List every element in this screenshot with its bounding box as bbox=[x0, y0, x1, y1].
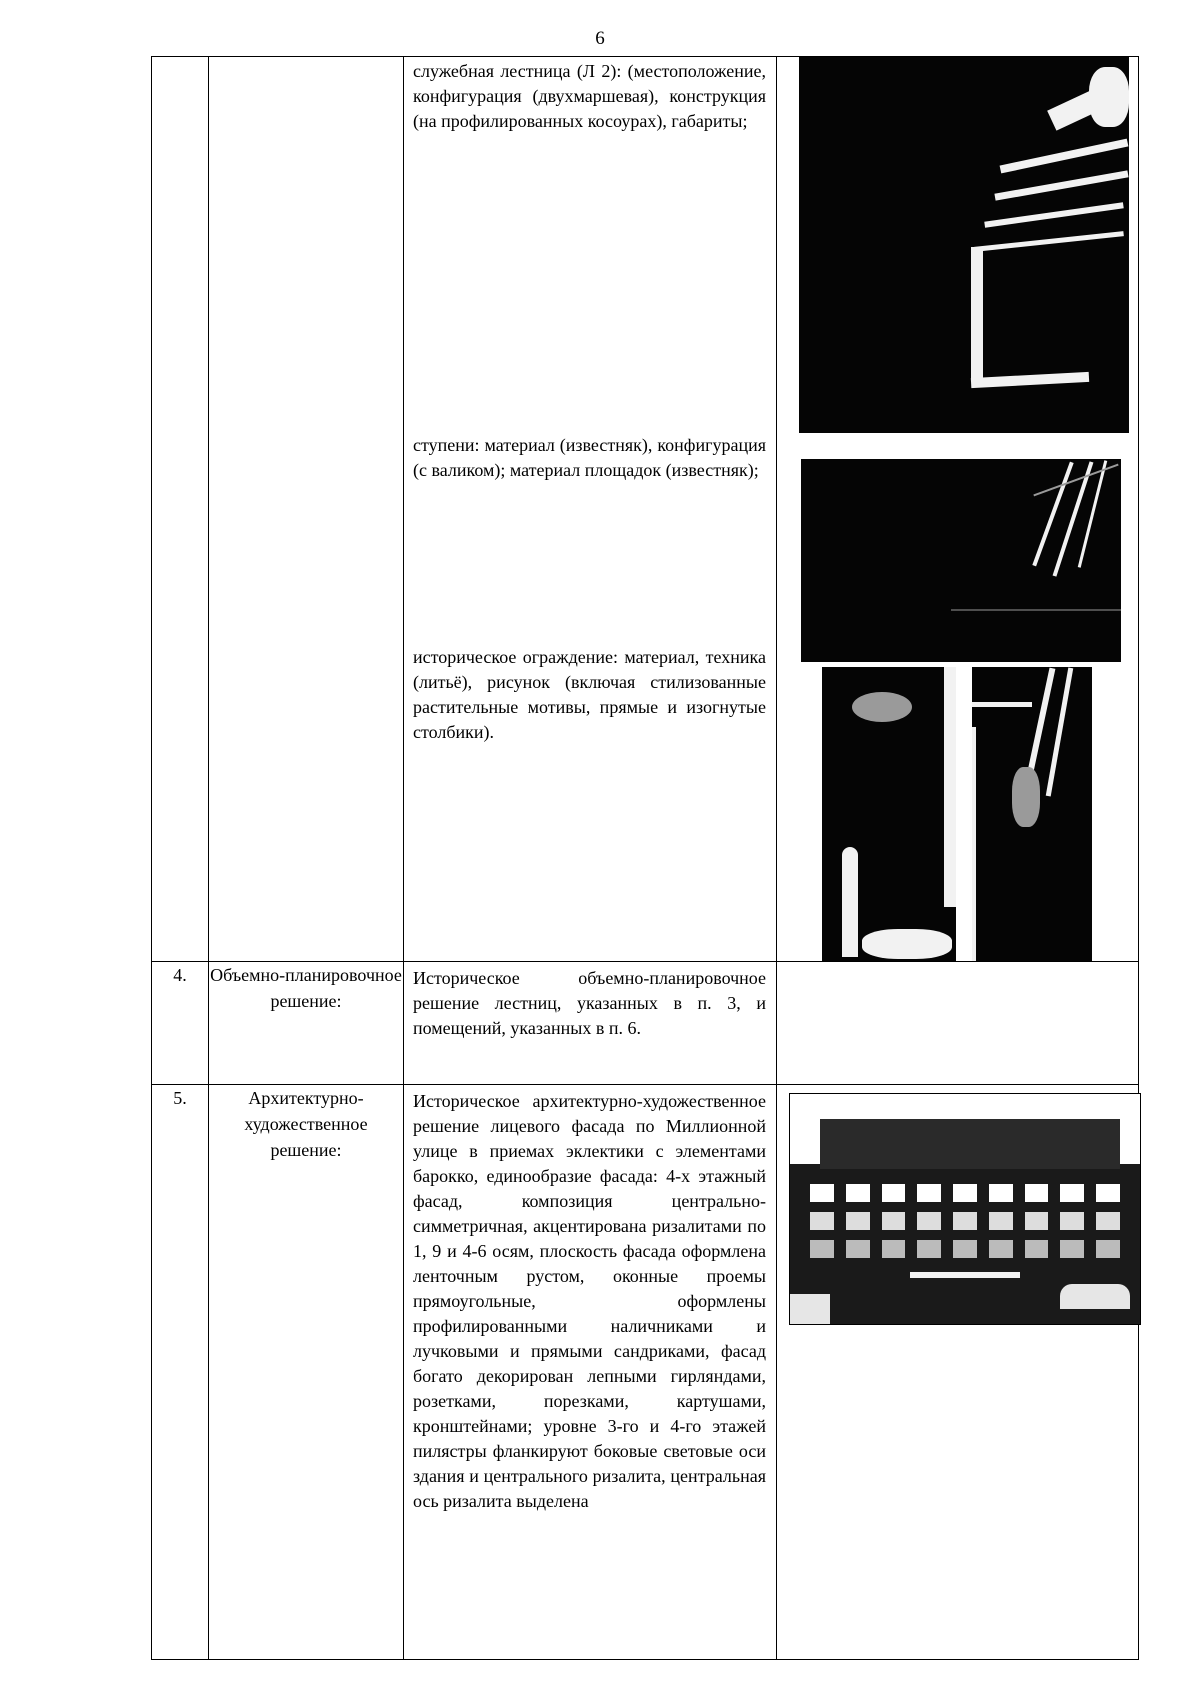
railing-text: историческое ограждение: материал, техника (литьё), рисунок (включая стилизованные растительные мотивы, прямые и изогнутые столбики). bbox=[413, 647, 766, 742]
row4-desc: Историческое объемно-планировочное решение лестниц, указанных в п. 3, и помещений, указанных в п. 6. bbox=[413, 968, 766, 1038]
row3-num-cell bbox=[152, 57, 209, 962]
row4-name-text: Объемно-планировочное решение: bbox=[210, 965, 402, 1011]
row3-name-cell bbox=[209, 57, 404, 962]
row4-num: 4. bbox=[152, 962, 209, 1085]
table-row-4 bbox=[152, 962, 1139, 1085]
steps-photo bbox=[801, 459, 1121, 662]
facade-photo bbox=[789, 1093, 1141, 1325]
table-row-5 bbox=[152, 1085, 1139, 1660]
row5-desc-cell bbox=[404, 1085, 777, 1660]
row4-name bbox=[209, 962, 404, 1085]
protected-features-table bbox=[151, 56, 1139, 1660]
steps-text: ступени: материал (известняк), конфигурация (с валиком); материал площадок (известняк); bbox=[413, 435, 766, 480]
row4-desc-cell bbox=[404, 962, 777, 1085]
row3-desc-cell bbox=[404, 57, 777, 962]
railing-photo-left bbox=[822, 667, 956, 961]
row5-desc: Историческое архитектурно-художественное решение лицевого фасада по Миллионной улице в приемах эклектики с элементами барокко, единообразие фасада: 4-х этажный фасад, композиция центрально-симметричная, акцентирована ризалитами по 1, 9 и 4-6 осям, плоскость фасада оформлена ленточным рустом, оконные проемы прямоугольные, оформлены профилированными наличниками и лучковыми и прямыми сандриками, фасад богато декорирован лепными гирляндами, розетками, порезками, картушами, кронштейнами; уровне 3-го и 4-го этажей пилястры фланкируют боковые световые оси здания и центрального ризалита, центральная ось ризалита выделена bbox=[413, 1091, 766, 1511]
row5-name-text: Архитектурно-художественное решение: bbox=[244, 1088, 368, 1160]
row5-photo-cell bbox=[777, 1085, 1139, 1660]
row3-photo-cell bbox=[777, 57, 1139, 962]
row5-name bbox=[209, 1085, 404, 1660]
row4-photo-cell bbox=[777, 962, 1139, 1085]
service-stair-text: служебная лестница (Л 2): (местоположение, конфигурация (двухмаршевая), конструкция (на профилированных косоурах), габариты; bbox=[413, 61, 766, 131]
stair-photo bbox=[799, 57, 1129, 433]
railing-photo-right bbox=[972, 667, 1092, 961]
page-number: 6 bbox=[595, 28, 605, 49]
table-row-3-continuation bbox=[152, 57, 1139, 962]
row5-num: 5. bbox=[152, 1085, 209, 1660]
